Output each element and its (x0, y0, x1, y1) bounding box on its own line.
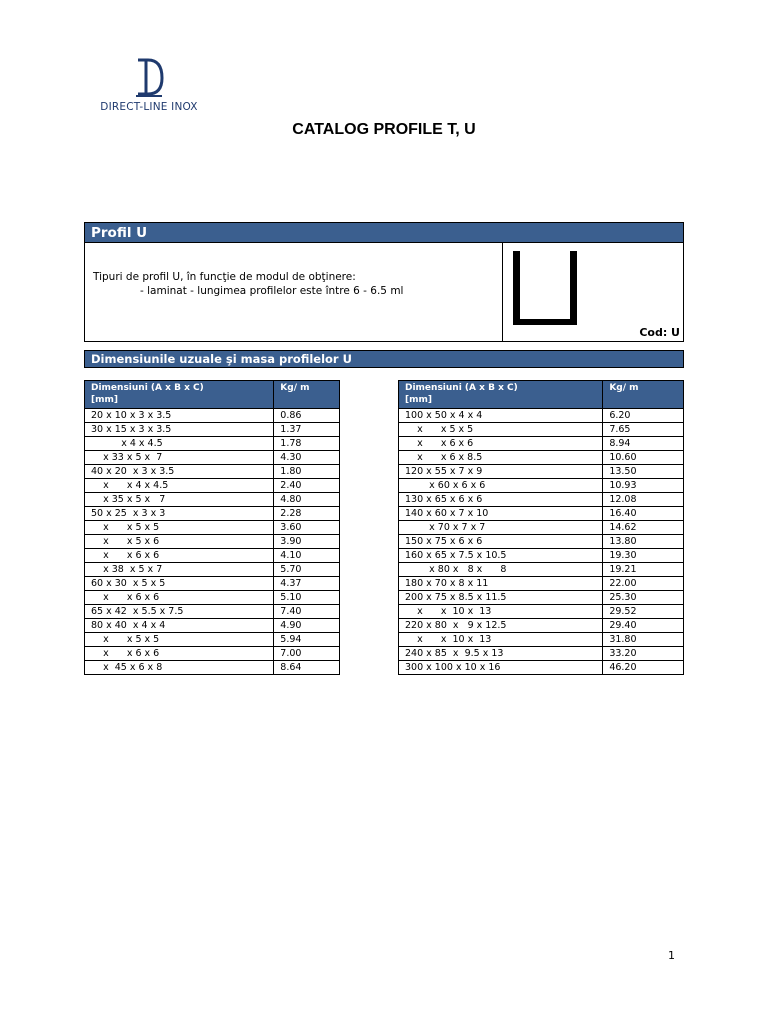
weight-cell: 14.62 (603, 521, 684, 535)
profil-description (93, 270, 403, 298)
table-row (399, 521, 684, 535)
dimension-cell: x x 5 x 5 (85, 633, 274, 647)
weight-cell: 29.40 (603, 619, 684, 633)
table-row (85, 451, 340, 465)
header-unit: [mm] (91, 395, 118, 405)
table-row (399, 633, 684, 647)
u-profile-icon (511, 249, 579, 327)
table-row (85, 605, 340, 619)
dimension-cell: 30 x 15 x 3 x 3.5 (85, 423, 274, 437)
dimension-cell: x x 5 x 6 (85, 535, 274, 549)
table-row (399, 619, 684, 633)
dimension-cell: 300 x 100 x 10 x 16 (399, 661, 603, 675)
weight-cell: 4.30 (274, 451, 340, 465)
weight-cell: 5.10 (274, 591, 340, 605)
table-row (399, 409, 684, 423)
dimension-cell: 65 x 42 x 5.5 x 7.5 (85, 605, 274, 619)
dimension-cell: 220 x 80 x 9 x 12.5 (399, 619, 603, 633)
company-logo (92, 58, 206, 118)
weight-cell: 4.37 (274, 577, 340, 591)
dimension-cell: x x 6 x 6 (399, 437, 603, 451)
dimension-cell: 120 x 55 x 7 x 9 (399, 465, 603, 479)
weight-cell: 1.37 (274, 423, 340, 437)
table-row (85, 633, 340, 647)
weight-cell: 29.52 (603, 605, 684, 619)
weight-cell: 13.50 (603, 465, 684, 479)
dimension-cell: x x 5 x 5 (399, 423, 603, 437)
weight-cell: 3.90 (274, 535, 340, 549)
weight-cell: 2.40 (274, 479, 340, 493)
table-row (399, 507, 684, 521)
table-row (85, 577, 340, 591)
dimension-cell: x x 6 x 6 (85, 591, 274, 605)
weight-cell: 8.64 (274, 661, 340, 675)
logo-text: DIRECT-LINE INOX (100, 101, 198, 113)
table-row (85, 535, 340, 549)
dimension-cell: 100 x 50 x 4 x 4 (399, 409, 603, 423)
table-row (399, 577, 684, 591)
table-row (85, 563, 340, 577)
weight-cell: 25.30 (603, 591, 684, 605)
dimension-cell: x x 6 x 6 (85, 647, 274, 661)
table-row (399, 437, 684, 451)
table-row (85, 493, 340, 507)
table-row (85, 437, 340, 451)
table-row (399, 661, 684, 675)
description-line-1: Tipuri de profil U, în funcţie de modul de obţinere: (93, 271, 356, 283)
dimension-cell: x x 10 x 13 (399, 605, 603, 619)
table-row (85, 423, 340, 437)
table-header-row (399, 381, 684, 409)
header-unit: [mm] (405, 395, 432, 405)
weight-cell: 1.78 (274, 437, 340, 451)
dimension-cell: 130 x 65 x 6 x 6 (399, 493, 603, 507)
weight-cell: 3.60 (274, 521, 340, 535)
page-number: 1 (668, 949, 675, 962)
weight-cell: 46.20 (603, 661, 684, 675)
table-row (85, 521, 340, 535)
column-header-dimensions (399, 381, 603, 409)
weight-cell: 1.80 (274, 465, 340, 479)
dimension-cell: 240 x 85 x 9.5 x 13 (399, 647, 603, 661)
weight-cell: 13.80 (603, 535, 684, 549)
column-header-weight: Kg/ m (603, 381, 684, 409)
table-header-row (85, 381, 340, 409)
header-label: Dimensiuni (A x B x C) (405, 383, 518, 393)
weight-cell: 10.60 (603, 451, 684, 465)
weight-cell: 16.40 (603, 507, 684, 521)
page-title: CATALOG PROFILE T, U (292, 121, 476, 138)
dimensions-table-left (84, 380, 340, 675)
column-header-dimensions (85, 381, 274, 409)
weight-cell: 8.94 (603, 437, 684, 451)
table-row (399, 549, 684, 563)
weight-cell: 7.40 (274, 605, 340, 619)
dimension-cell: 60 x 30 x 5 x 5 (85, 577, 274, 591)
dimension-cell: 200 x 75 x 8.5 x 11.5 (399, 591, 603, 605)
dimension-cell: 150 x 75 x 6 x 6 (399, 535, 603, 549)
weight-cell: 10.93 (603, 479, 684, 493)
weight-cell: 31.80 (603, 633, 684, 647)
dimensions-header: Dimensiunile uzuale şi masa profilelor U (84, 350, 684, 368)
table-row (85, 619, 340, 633)
table-row (399, 479, 684, 493)
weight-cell: 4.90 (274, 619, 340, 633)
table-row (399, 647, 684, 661)
dimension-cell: 40 x 20 x 3 x 3.5 (85, 465, 274, 479)
profile-code: Cod: U (639, 326, 680, 339)
dimension-cell: x x 4 x 4.5 (85, 479, 274, 493)
dimension-cell: 20 x 10 x 3 x 3.5 (85, 409, 274, 423)
weight-cell: 4.80 (274, 493, 340, 507)
dimension-cell: 160 x 65 x 7.5 x 10.5 (399, 549, 603, 563)
weight-cell: 2.28 (274, 507, 340, 521)
table-row (399, 591, 684, 605)
weight-cell: 5.94 (274, 633, 340, 647)
weight-cell: 22.00 (603, 577, 684, 591)
profil-header: Profil U (85, 223, 683, 243)
table-row (399, 605, 684, 619)
table-row (399, 423, 684, 437)
dimension-cell: x 35 x 5 x 7 (85, 493, 274, 507)
logo-mark-icon (134, 58, 164, 98)
dimension-cell: x 33 x 5 x 7 (85, 451, 274, 465)
weight-cell: 12.08 (603, 493, 684, 507)
dimension-cell: x 4 x 4.5 (85, 437, 274, 451)
table-row (399, 465, 684, 479)
dimension-cell: 80 x 40 x 4 x 4 (85, 619, 274, 633)
dimension-cell: 180 x 70 x 8 x 11 (399, 577, 603, 591)
header-label: Dimensiuni (A x B x C) (91, 383, 204, 393)
table-row (85, 647, 340, 661)
dimensions-table-right (398, 380, 684, 675)
dimension-cell: 50 x 25 x 3 x 3 (85, 507, 274, 521)
weight-cell: 19.30 (603, 549, 684, 563)
column-header-weight: Kg/ m (274, 381, 340, 409)
profil-section (84, 222, 684, 342)
dimension-cell: x 80 x 8 x 8 (399, 563, 603, 577)
dimension-cell: x x 6 x 6 (85, 549, 274, 563)
dimension-cell: x 45 x 6 x 8 (85, 661, 274, 675)
table-row (85, 507, 340, 521)
table-row (85, 479, 340, 493)
description-line-2: - laminat - lungimea profilelor este între 6 - 6.5 ml (140, 285, 404, 297)
table-row (399, 535, 684, 549)
weight-cell: 5.70 (274, 563, 340, 577)
weight-cell: 19.21 (603, 563, 684, 577)
table-row (85, 549, 340, 563)
weight-cell: 0.86 (274, 409, 340, 423)
dimension-cell: 140 x 60 x 7 x 10 (399, 507, 603, 521)
weight-cell: 33.20 (603, 647, 684, 661)
dimension-cell: x 38 x 5 x 7 (85, 563, 274, 577)
table-row (85, 661, 340, 675)
table-row (85, 591, 340, 605)
weight-cell: 6.20 (603, 409, 684, 423)
dimension-cell: x x 5 x 5 (85, 521, 274, 535)
table-row (85, 465, 340, 479)
weight-cell: 7.65 (603, 423, 684, 437)
table-row (399, 563, 684, 577)
profile-image-cell (502, 243, 684, 341)
weight-cell: 4.10 (274, 549, 340, 563)
dimension-cell: x x 6 x 8.5 (399, 451, 603, 465)
table-row (399, 493, 684, 507)
dimension-cell: x 60 x 6 x 6 (399, 479, 603, 493)
weight-cell: 7.00 (274, 647, 340, 661)
dimension-cell: x x 10 x 13 (399, 633, 603, 647)
table-row (399, 451, 684, 465)
table-row (85, 409, 340, 423)
dimension-cell: x 70 x 7 x 7 (399, 521, 603, 535)
